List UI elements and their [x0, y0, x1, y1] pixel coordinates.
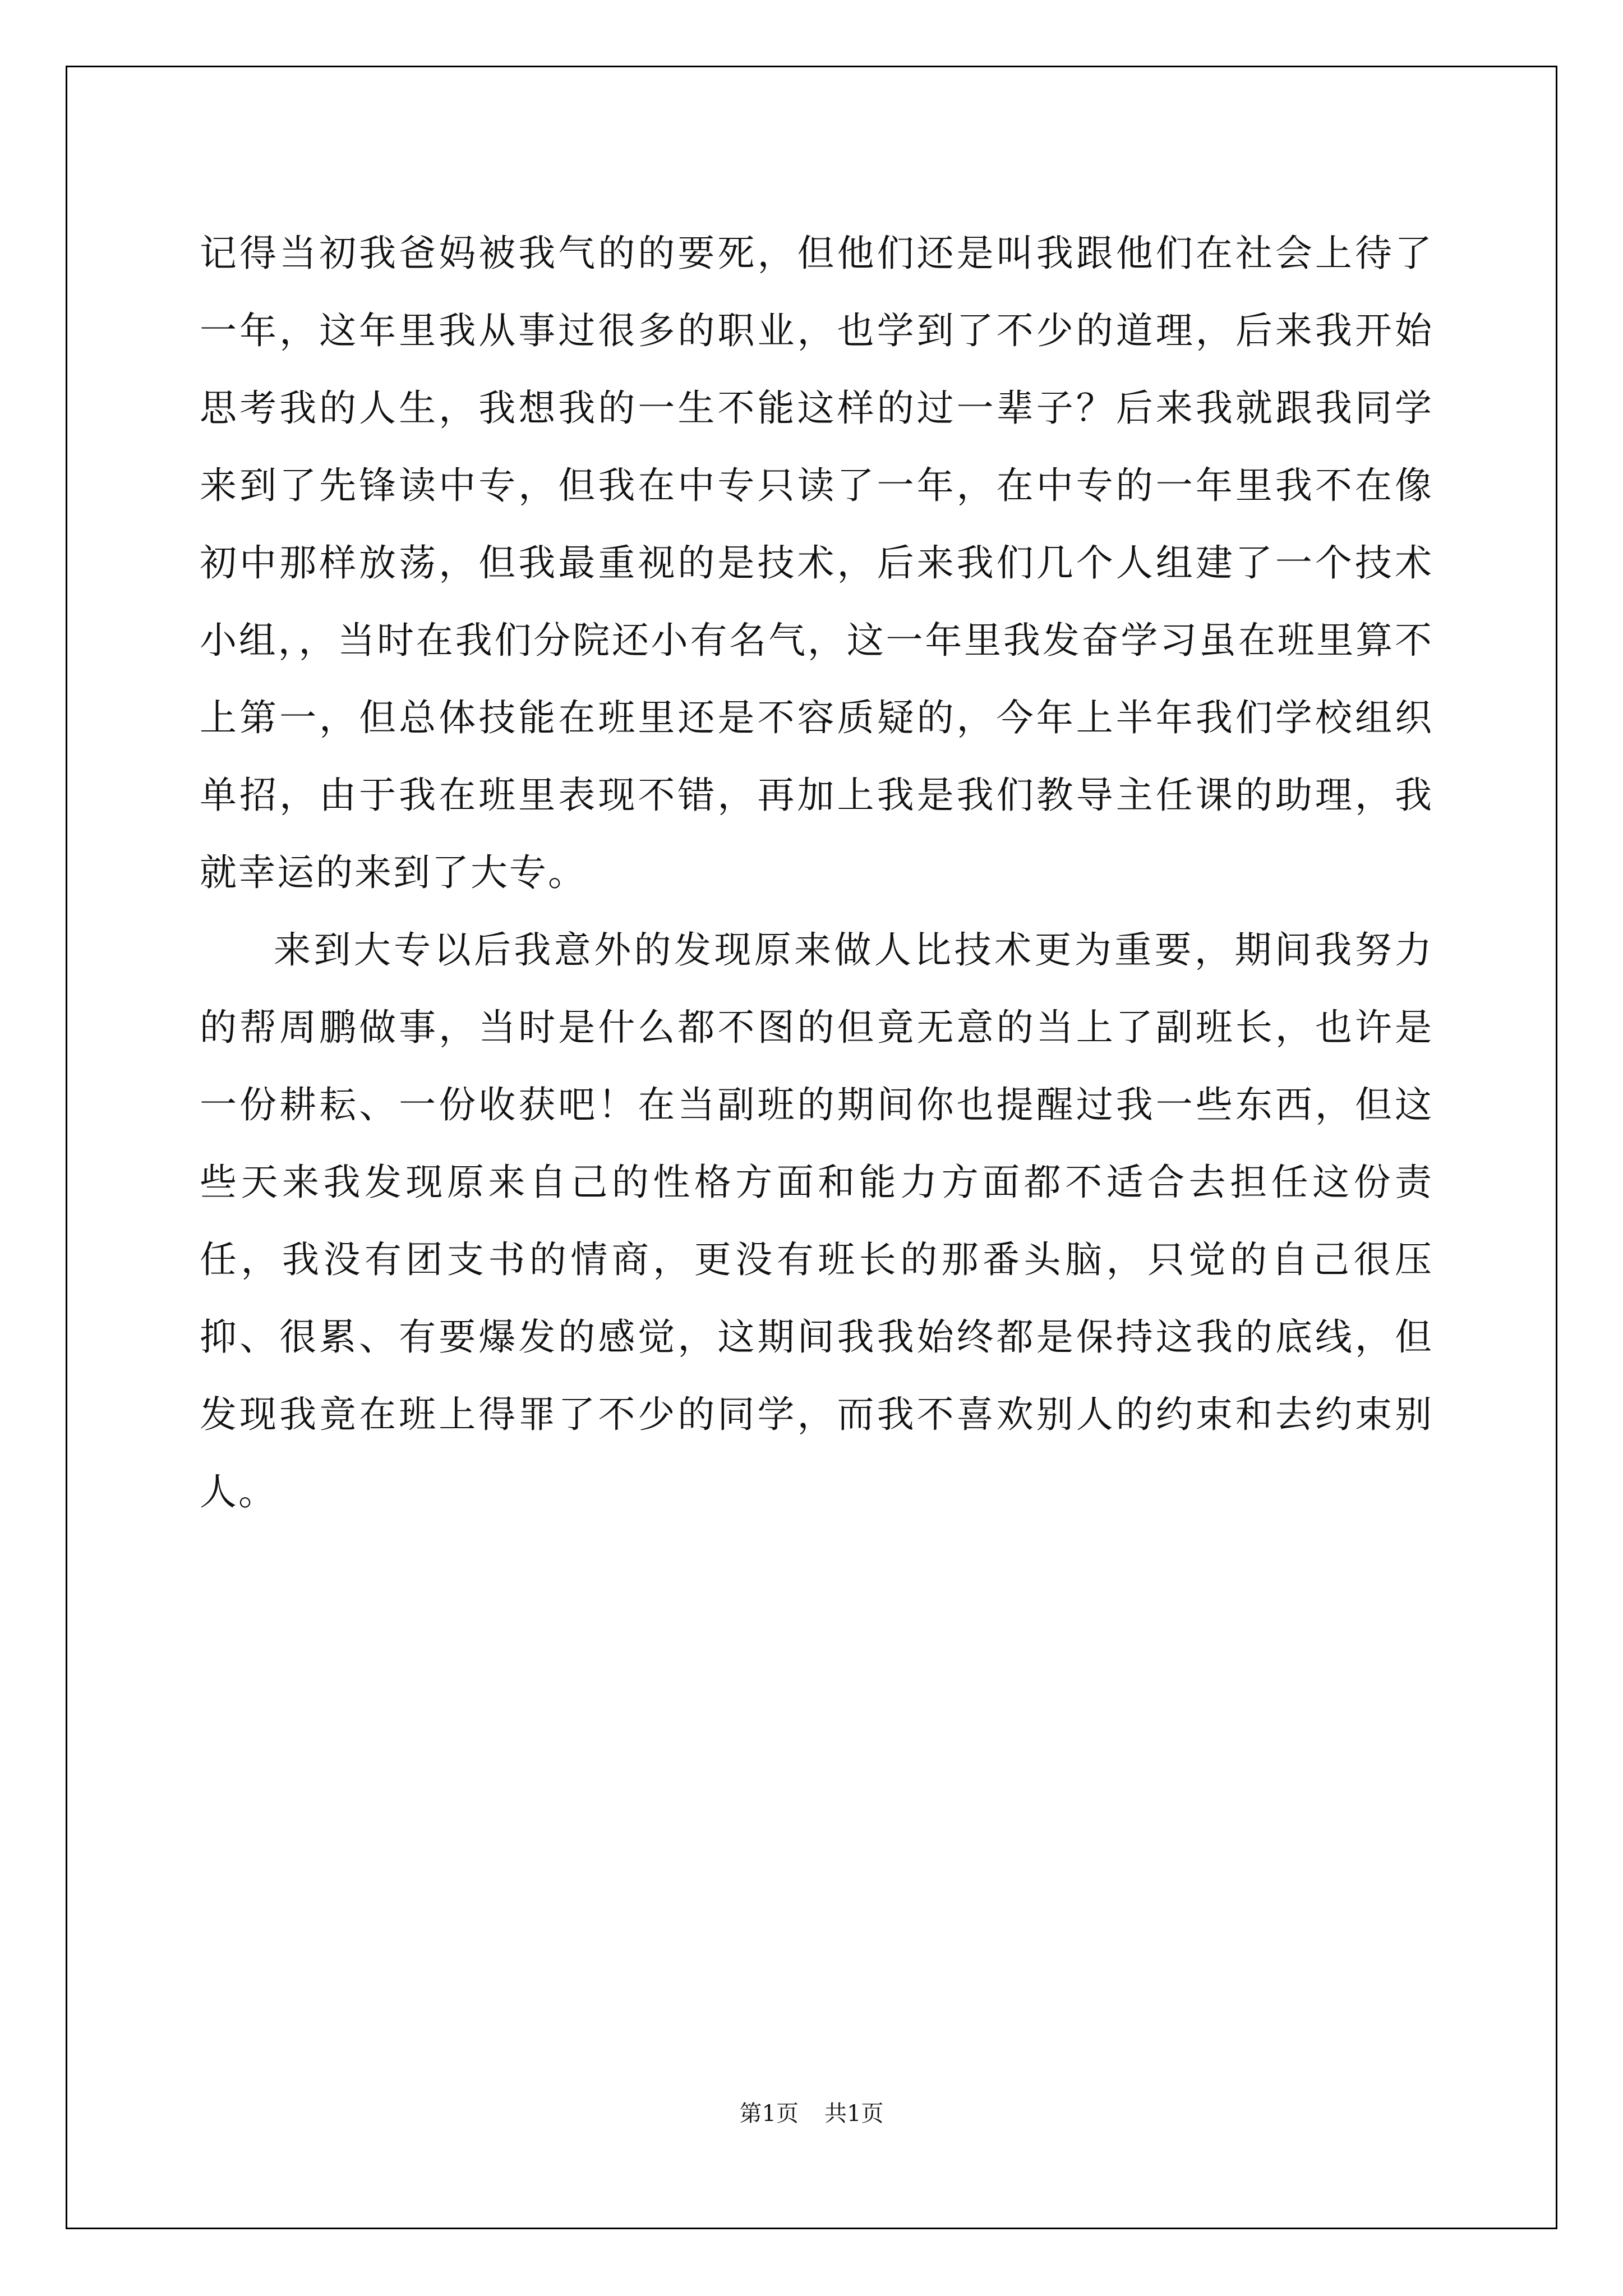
document-body [200, 215, 1433, 1531]
paragraph-1: 记得当初我爸妈被我气的的要死，但他们还是叫我跟他们在社会上待了一年，这年里我从事过很多的职业，也学到了不少的道理，后来我开始思考我的人生，我想我的一生不能这样的过一辈子？后来我就跟我同学来到了先锋读中专，但我在中专只读了一年，在中专的一年里我不在像初中那样放荡，但我最重视的是技术，后来我们几个人组建了一个技术小组，，当时在我们分院还小有名气，这一年里我发奋学习虽在班里算不上第一，但总体技能在班里还是不容质疑的，今年上半年我们学校组织单招，由于我在班里表现不错，再加上我是我们教导主任课的助理，我就幸运的来到了大专。 [200, 232, 1433, 894]
page-total: 共1页 [824, 2101, 884, 2127]
paragraph-2: 来到大专以后我意外的发现原来做人比技术更为重要，期间我努力的帮周鹏做事，当时是什么都不图的但竟无意的当上了副班长，也许是一份耕耘、一份收获吧！在当副班的期间你也提醒过我一些东西，但这些天来我发现原来自己的性格方面和能力方面都不适合去担任这份责任，我没有团支书的情商，更没有班长的那番头脑，只觉的自己很压抑、很累、有要爆发的感觉，这期间我我始终都是保持这我的底线，但发现我竟在班上得罪了不少的同学，而我不喜欢别人的约束和去约束别人。 [200, 928, 1433, 1513]
page-number: 第1页 [739, 2101, 799, 2127]
page-footer [0, 2098, 1623, 2129]
